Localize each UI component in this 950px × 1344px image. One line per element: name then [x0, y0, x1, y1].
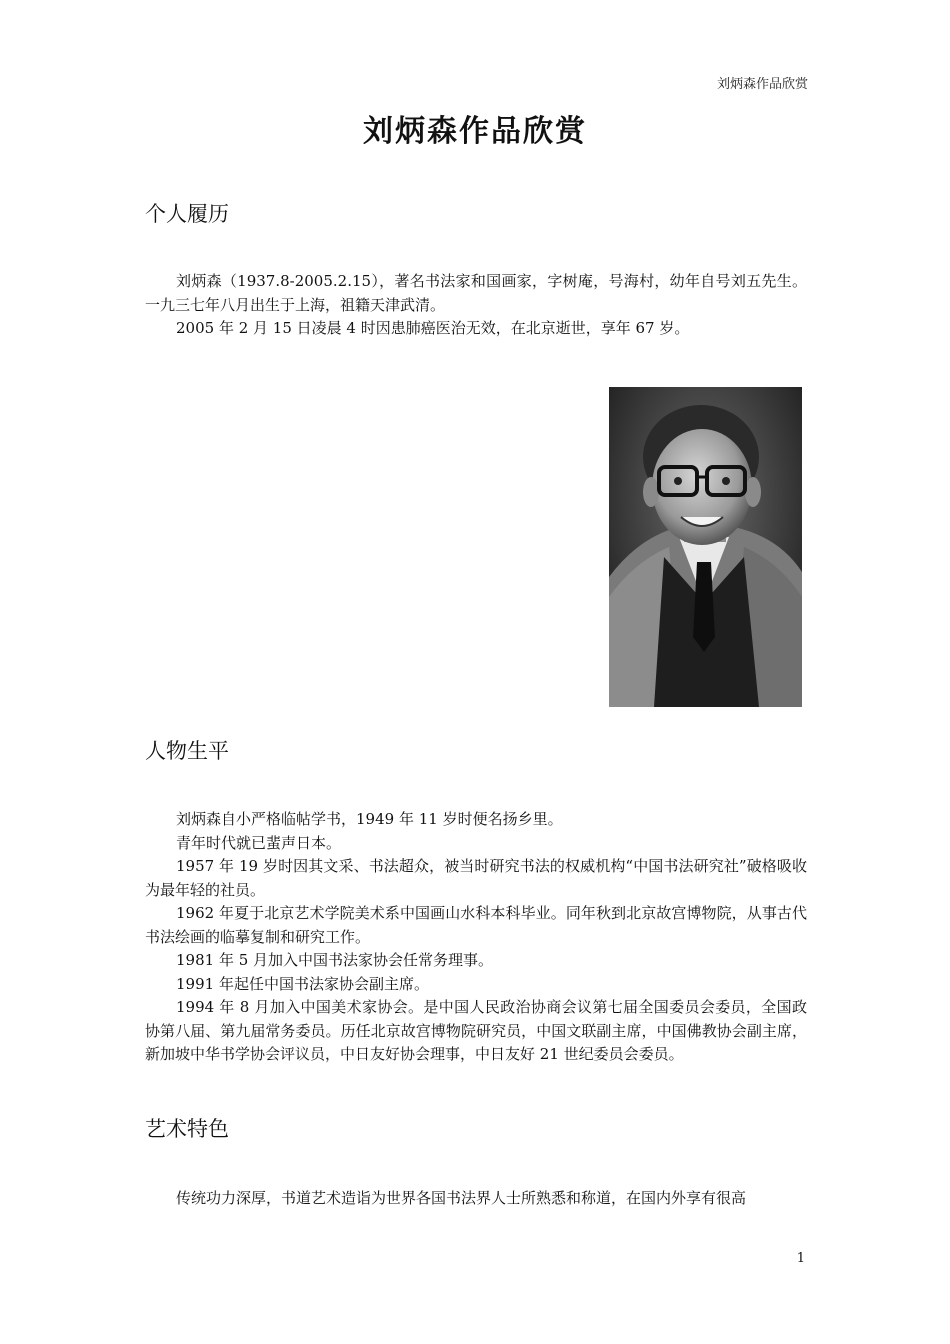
paragraph: 1981 年 5 月加入中国书法家协会任常务理事。 — [176, 951, 494, 969]
section-body-biography — [145, 808, 807, 1067]
paragraph: 刘炳森自小严格临帖学书，1949 年 11 岁时便名扬乡里。 — [176, 810, 563, 828]
paragraph: 1991 年起任中国书法家协会副主席。 — [176, 974, 429, 993]
paragraph: 2005 年 2 月 15 日凌晨 4 时因患肺癌医治无效，在北京逝世，享年 67 岁。 — [176, 319, 690, 337]
paragraph: 1957 年 19 岁时因其文采、书法超众，被当时研究书法的权威机构“中国书法研究社”破格吸收为最年轻的社员。 — [145, 857, 807, 899]
paragraph: 刘炳森（1937.8-2005.2.15），著名书法家和国画家，字树庵，号海村，幼年自号刘五先生。一九三七年八月出生于上海，祖籍天津武清。 — [145, 272, 807, 314]
page-number: 1 — [796, 1251, 805, 1266]
paragraph: 传统功力深厚，书道艺术造诣为世界各国书法界人士所熟悉和称道，在国内外享有很高 — [176, 1189, 747, 1207]
running-header: 刘炳森作品欣赏 — [716, 77, 808, 92]
portrait-photo — [609, 387, 802, 707]
section-body-artistic-features — [145, 1187, 807, 1211]
paragraph: 1962 年夏于北京艺术学院美术系中国画山水科本科毕业。同年秋到北京故宫博物院，从事古代书法绘画的临摹复制和研究工作。 — [145, 904, 807, 946]
section-body-resume — [145, 270, 807, 341]
section-heading-artistic-features: 艺术特色 — [145, 1117, 229, 1141]
paragraph: 青年时代就已蜚声日本。 — [176, 833, 342, 852]
paragraph: 1994 年 8 月加入中国美术家协会。是中国人民政治协商会议第七届全国委员会委员，全国政协第八届、第九届常务委员。历任北京故宫博物院研究员，中国文联副主席，中国佛教协会副主席，新加坡中华书学协会评议员，中日友好协会理事，中日友好 21 世纪委员会委员。 — [145, 998, 807, 1063]
section-heading-resume: 个人履历 — [145, 202, 229, 226]
section-heading-biography: 人物生平 — [145, 739, 229, 763]
document-title: 刘炳森作品欣赏 — [363, 114, 587, 149]
